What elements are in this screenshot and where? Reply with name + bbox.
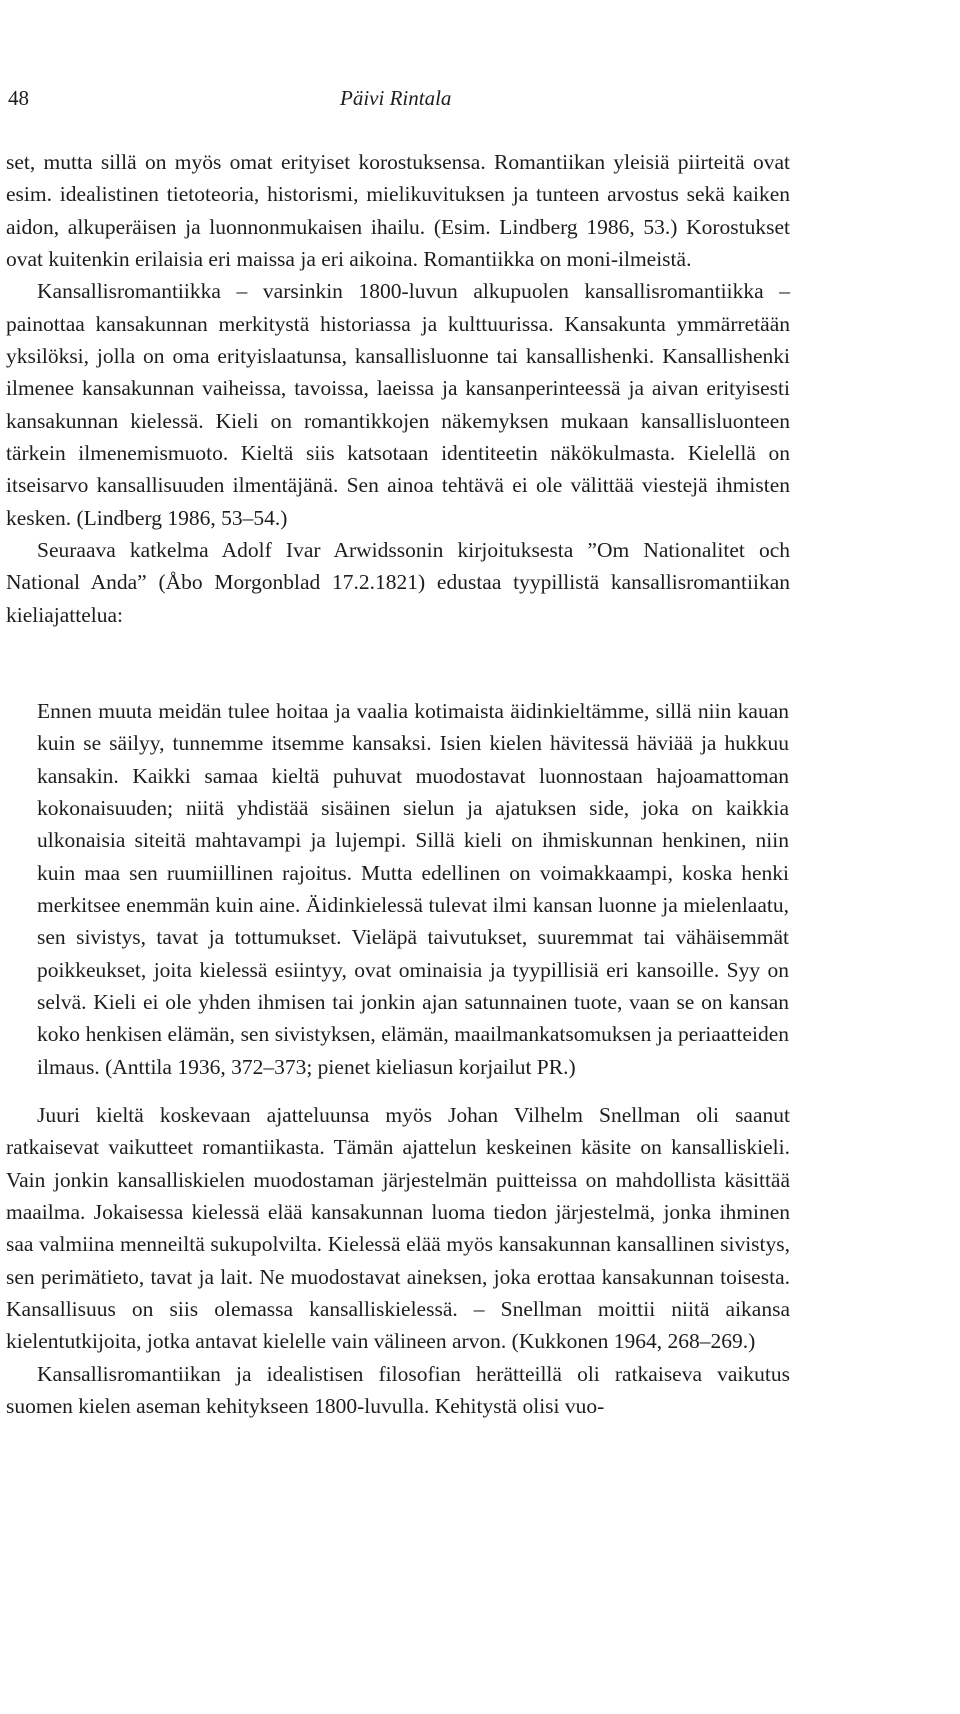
- body-text-before-quote: [6, 146, 790, 631]
- paragraph-national-romanticism: Kansallisromantiikka – varsinkin 1800-luvun alkupuolen kansallisromantiikka – painottaa kansakunnan merkitystä historiassa ja kulttuurissa. Kansakunta ymmärretään yksilöksi, jolla on oma erityislaatunsa, kansallisluonne tai kansallishenki. Kansallishenki ilmenee kansakunnan vaiheissa, tavoissa, laeissa ja kansanperinteessä ja aivan erityisesti kansakunnan kielessä. Kieli on romantikkojen näkemyksen mukaan kansallisluonteen tärkein ilmenemismuoto. Kieltä siis katsotaan identiteetin näkökulmasta. Kielellä on itseisarvo kansallisuuden ilmentäjänä. Sen ainoa tehtävä ei ole välittää viestejä ihmisten kesken. (Lindberg 1986, 53–54.): [6, 279, 790, 530]
- page-number: 48: [8, 86, 29, 110]
- body-text-after-quote: [6, 1099, 790, 1422]
- paragraph-romanticism-features: set, mutta sillä on myös omat erityiset korostuksensa. Romantiikan yleisiä piirteitä ovat esim. idealistinen tietoteoria, historismi, mielikuvituksen ja tunteen arvostus sekä kaiken aidon, alkuperäisen ja luonnonmukaisen ihailu. (Esim. Lindberg 1986, 53.) Korostukset ovat kuitenkin erilaisia eri maissa ja eri aikoina. Romantiikka on moni-ilmeistä.: [6, 150, 790, 272]
- block-quote-text: Ennen muuta meidän tulee hoitaa ja vaalia kotimaista äidinkieltämme, sillä niin kauan kuin se säilyy, tunnemme itsemme kansaksi. Isien kielen hävitessä häviää ja hukkuu kansakin. Kaikki samaa kieltä puhuvat muodostavat luonnostaan hajoamattoman kokonaisuuden; niitä yhdistää sisäinen sielun ja ajatuksen side, joka on kaikkia ulkonaisia siteitä mahtavampi ja lujempi. Sillä kieli on ihmiskunnan henkinen, niin kuin maa sen ruumiillinen rajoitus. Mutta edellinen on voimakkaampi, koska henki merkitsee enemmän kuin aine. Äidinkielessä tulevat ilmi kansan luonne ja mielenlaatu, sen sivistys, tavat ja tottumukset. Vieläpä taivutukset, suuremmat tai vähäisemmät poikkeukset, joita kielessä esiintyy, ovat ominaisia ja tyypillisiä eri kansoille. Syy on selvä. Kieli ei ole yhden ihmisen tai jonkin ajan satunnainen tuote, vaan se on kansan koko henkisen elämän, sen sivistyksen, elämän, maailmankatsomuksen ja periaatteiden ilmaus. (Anttila 1936, 372–373; pienet kieliasun korjailut PR.): [37, 699, 789, 1079]
- running-head: [8, 86, 840, 114]
- paragraph-arwidsson-intro: Seuraava katkelma Adolf Ivar Arwidssonin kirjoituksesta ”Om Nationalitet och National Anda” (Åbo Morgonblad 17.2.1821) edustaa tyypillistä kansallisromantiikan kieliajattelua:: [6, 538, 790, 627]
- block-quote-arwidsson: [37, 695, 789, 1083]
- running-head-author: Päivi Rintala: [340, 86, 452, 110]
- paragraph-finnish-language-status: Kansallisromantiikan ja idealistisen filosofian herätteillä oli ratkaiseva vaikutus suomen kielen aseman kehitykseen 1800-luvulla. Kehitystä olisi vuo-: [6, 1361, 790, 1419]
- paragraph-snellman: Juuri kieltä koskevaan ajatteluunsa myös Johan Vilhelm Snellman oli saanut ratkaisevat vaikutteet romantiikasta. Tämän ajattelun keskeinen käsite on kansalliskieli. Vain jonkin kansalliskielen muodostaman järjestelmän puitteissa on mahdollista käsittää maailma. Jokaisessa kielessä elää kansakunnan luoma tiedon järjestelmä, jonka ihminen saa valmiina menneiltä sukupolvilta. Kielessä elää myös kansakunnan kansallinen sivistys, sen perimätieto, tavat ja lait. Ne muodostavat aineksen, joka erottaa kansakunnan toisesta. Kansallisuus on siis olemassa kansalliskielessä. – Snellman moittii niitä aikansa kielentutkijoita, jotka antavat kielelle vain välineen arvon. (Kukkonen 1964, 268–269.): [6, 1103, 790, 1354]
